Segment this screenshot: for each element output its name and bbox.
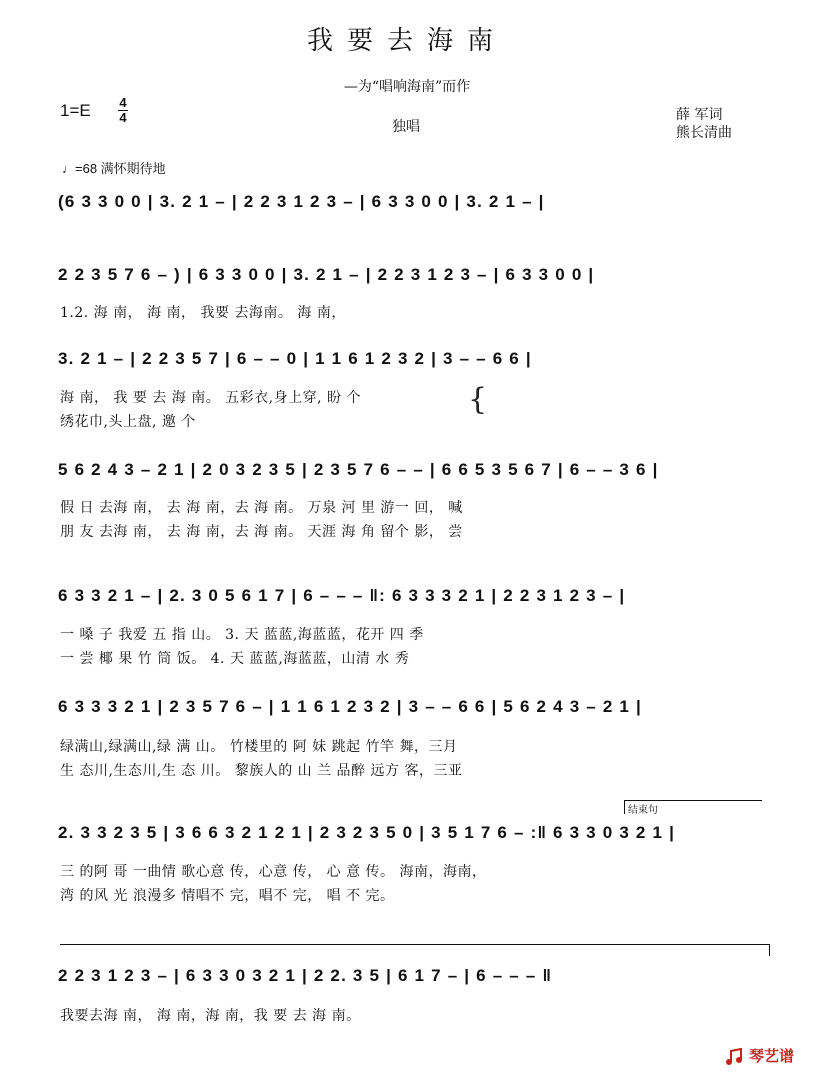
lyric-line-5a: 一 嗓 子 我爱 五 指 山。 3. 天 蓝蓝,海蓝蓝，花开 四 季 xyxy=(60,627,424,643)
tempo-marking: ♩=68 满怀期待地 xyxy=(62,161,166,176)
ending-bracket-tick xyxy=(624,800,625,814)
lyric-line-6b: 生 态川,生态川,生 态 川。 黎族人的 山 兰 品醉 远方 客，三亚 xyxy=(60,763,463,779)
notation-line-8: 2 2 3 1 2 3 – | 6 3 3 0 3 2 1 | 2 2. 3 5 | 6 1 7 – | 6 – – – ‖ xyxy=(58,966,553,985)
song-title: 我要去海南 xyxy=(306,26,507,56)
lyric-line-7a: 三 的阿 哥 一曲情 歌心意 传，心意 传， 心 意 传。 海南，海南， xyxy=(60,864,487,880)
lyricist-credit: 薛 军词 xyxy=(676,107,723,123)
music-note-icon xyxy=(725,1048,745,1066)
lyric-line-6a: 绿满山,绿满山,绿 满 山。 竹楼里的 阿 妹 跳起 竹竿 舞，三月 xyxy=(60,739,458,755)
verse-brace: { xyxy=(468,382,488,417)
time-bottom: 4 xyxy=(119,110,127,125)
ending-span-tick xyxy=(769,944,770,956)
notation-line-3: 3. 2 1 – | 2 2 3 5 7 | 6 – – 0 | 1 1 6 1 2 3 2 | 3 – – 6 6 | xyxy=(58,349,532,368)
lyric-line-2a: 1.2. 海 南， 海 南， 我要 去海南。 海 南， xyxy=(60,305,346,321)
site-logo xyxy=(725,1045,794,1066)
notation-line-2: 2 2 3 5 7 6 – ) | 6 3 3 0 0 | 3. 2 1 – | 2 2 3 1 2 3 – | 6 3 3 0 0 | xyxy=(58,265,595,284)
time-signature xyxy=(118,96,128,125)
time-top: 4 xyxy=(119,95,127,110)
lyric-line-8a: 我要去海 南， 海 南，海 南，我 要 去 海 南。 xyxy=(60,1008,361,1024)
composer-credit: 熊长清曲 xyxy=(676,125,732,141)
logo-text: 琴艺谱 xyxy=(748,1047,794,1065)
key-signature: 1=E xyxy=(60,101,91,120)
ending-span-line xyxy=(60,944,770,945)
notation-line-5: 6 3 3 2 1 – | 2. 3 0 5 6 1 7 | 6 – – – ‖: 6 3 3 3 2 1 | 2 2 3 1 2 3 – | xyxy=(58,586,626,605)
lyric-line-4a: 假 日 去海 南， 去 海 南，去 海 南。 万泉 河 里 游一 回， 喊 xyxy=(60,500,463,516)
notation-line-4: 5 6 2 4 3 – 2 1 | 2 0 3 2 3 5 | 2 3 5 7 6 – – | 6 6 5 3 5 6 7 | 6 – – 3 6 | xyxy=(58,460,659,479)
lyric-line-7b: 湾 的风 光 浪漫多 情唱不 完，唱不 完， 唱 不 完。 xyxy=(60,888,395,904)
notation-line-1: (6 3 3 0 0 | 3. 2 1 – | 2 2 3 1 2 3 – | 6 3 3 0 0 | 3. 2 1 – | xyxy=(58,192,545,211)
lyric-line-3b: 绣花巾,头上盘, 邀 个 xyxy=(60,414,196,430)
song-subtitle: —为“唱响海南”而作 xyxy=(343,79,471,95)
lyric-line-4b: 朋 友 去海 南， 去 海 南，去 海 南。 天涯 海 角 留个 影， 尝 xyxy=(60,524,463,540)
performance-form: 独唱 xyxy=(392,119,420,135)
lyric-line-3a: 海 南， 我 要 去 海 南。 五彩衣,身上穿, 盼 个 xyxy=(60,390,361,406)
notation-line-6: 6 3 3 3 2 1 | 2 3 5 7 6 – | 1 1 6 1 2 3 2 | 3 – – 6 6 | 5 6 2 4 3 – 2 1 | xyxy=(58,697,642,716)
lyric-line-5b: 一 尝 椰 果 竹 筒 饭。 4. 天 蓝蓝,海蓝蓝，山清 水 秀 xyxy=(60,651,410,667)
notation-line-7: 2. 3 3 2 3 5 | 3 6 6 3 2 1 2 1 | 2 3 2 3 5 0 | 3 5 1 7 6 – :‖ 6 3 3 0 3 2 1 | xyxy=(58,823,676,842)
ending-label: 结束句 xyxy=(628,805,658,816)
